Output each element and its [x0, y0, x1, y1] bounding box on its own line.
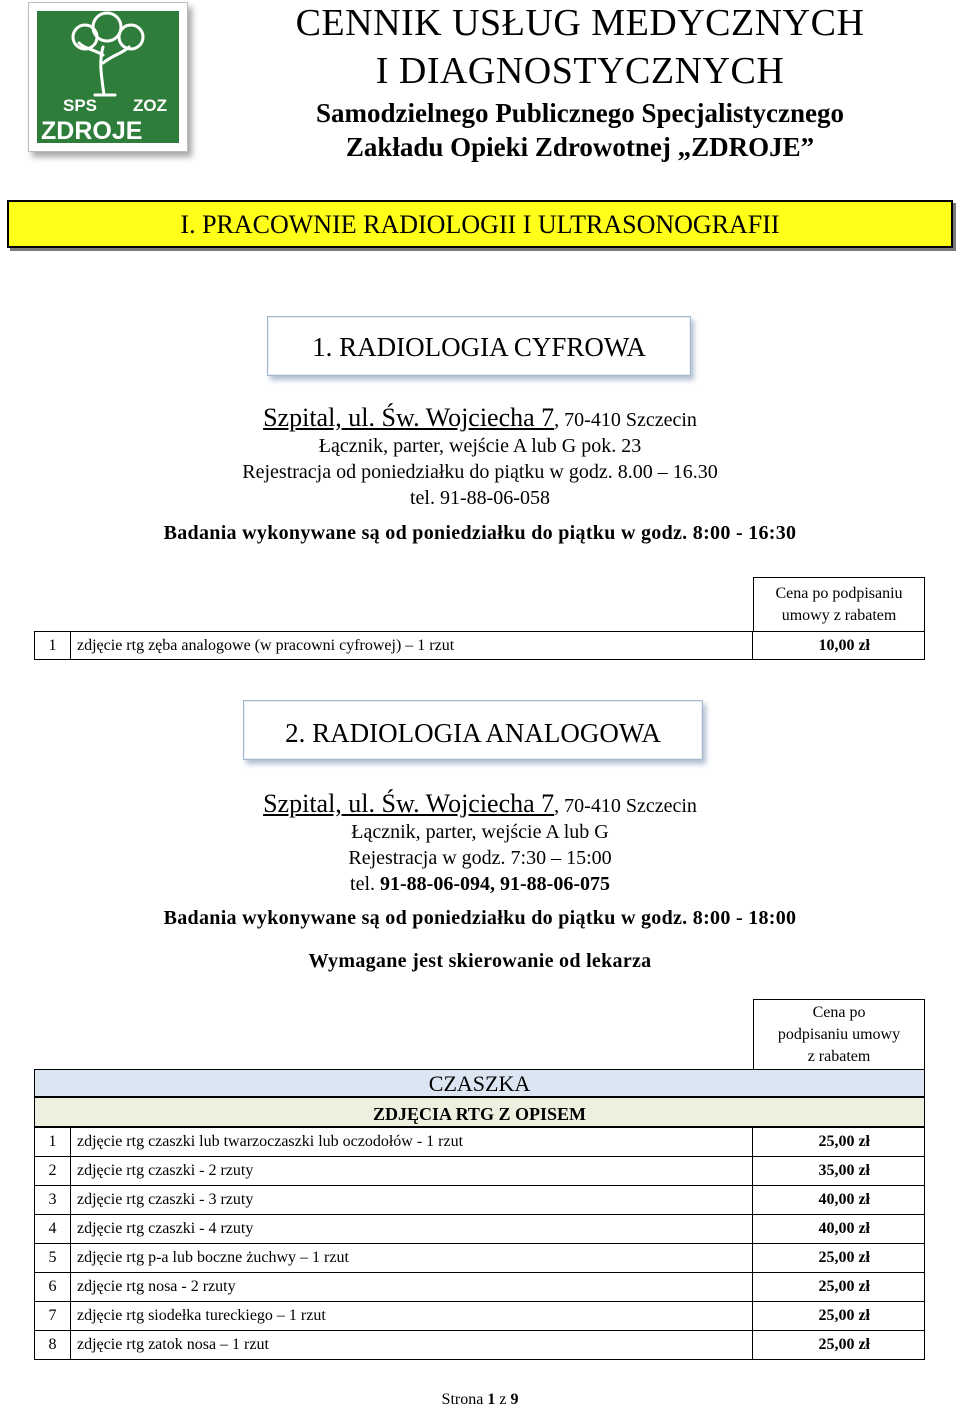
- table-row: [35, 1273, 925, 1302]
- row-price: 25,00 zł: [753, 1331, 925, 1360]
- section-banner: I. PRACOWNIE RADIOLOGII I ULTRASONOGRAFII: [7, 200, 953, 248]
- category-czaszka: CZASZKA: [34, 1069, 925, 1097]
- row-number: 4: [35, 1215, 71, 1244]
- section2-street: Szpital, ul. Św. Wojciecha 7: [263, 789, 555, 818]
- footer-prefix: Strona: [441, 1391, 488, 1408]
- section1-price-table: [34, 631, 925, 660]
- footer-total: 9: [510, 1391, 519, 1408]
- table-row: [35, 632, 925, 660]
- row-price: 40,00 zł: [753, 1186, 925, 1215]
- row-price: 25,00 zł: [753, 1273, 925, 1302]
- section2-title: 2. RADIOLOGIA ANALOGOWA: [243, 700, 703, 760]
- subtitle-line1: Samodzielnego Publicznego Specjalistycznego: [316, 98, 844, 128]
- row-number: 3: [35, 1186, 71, 1215]
- logo: [28, 2, 188, 152]
- row-price: 25,00 zł: [753, 1128, 925, 1157]
- page-title-line1: CENNIK USŁUG MEDYCZNYCH: [295, 2, 865, 44]
- price-header-line2: podpisaniu umowy: [777, 1026, 901, 1043]
- row-price: 35,00 zł: [753, 1157, 925, 1186]
- section2-price-table: [34, 1127, 925, 1360]
- table-row: [35, 1215, 925, 1244]
- row-description: zdjęcie rtg nosa - 2 rzuty: [71, 1273, 753, 1302]
- section1-address-line1: [0, 405, 960, 433]
- row-description: zdjęcie rtg czaszki lub twarzoczaszki lub oczodołów - 1 rzut: [71, 1128, 753, 1157]
- section2-address-line1: [0, 791, 960, 819]
- row-number: 5: [35, 1244, 71, 1273]
- section1-registration: Rejestracja od poniedziałku do piątku w godz. 8.00 – 16.30: [242, 461, 718, 483]
- row-price: 25,00 zł: [753, 1244, 925, 1273]
- logo-zdroje: ZDROJE: [41, 117, 143, 145]
- section2-address-line2: Łącznik, parter, wejście A lub G: [351, 821, 609, 843]
- table-row: [35, 1331, 925, 1360]
- section2-phone-prefix: tel.: [350, 873, 381, 895]
- row-description: zdjęcie rtg p-a lub boczne żuchwy – 1 rzut: [71, 1244, 753, 1273]
- row-description: zdjęcie rtg czaszki - 2 rzuty: [71, 1157, 753, 1186]
- row-number: 7: [35, 1302, 71, 1331]
- row-description: zdjęcie rtg czaszki - 3 rzuty: [71, 1186, 753, 1215]
- section2-phone-numbers: 91-88-06-094, 91-88-06-075: [380, 873, 610, 895]
- section1-title: 1. RADIOLOGIA CYFROWA: [267, 316, 691, 376]
- table-row: [35, 1186, 925, 1215]
- table-row: [35, 1244, 925, 1273]
- row-price: 25,00 zł: [753, 1302, 925, 1331]
- subtitle-line2: Zakładu Opieki Zdrowotnej „ZDROJE”: [345, 132, 815, 162]
- row-price: 40,00 zł: [753, 1215, 925, 1244]
- row-description: zdjęcie rtg zęba analogowe (w pracowni cyfrowej) – 1 rzut: [71, 632, 753, 660]
- section2-hours: Badania wykonywane są od poniedziałku do piątku w godz. 8:00 - 18:00: [163, 907, 797, 929]
- table-row: [35, 1157, 925, 1186]
- section2-city: , 70-410 Szczecin: [554, 795, 697, 817]
- logo-sps: SPS: [63, 96, 98, 115]
- row-description: zdjęcie rtg siodełka tureckiego – 1 rzut: [71, 1302, 753, 1331]
- row-number: 1: [35, 632, 71, 660]
- price-header-line1: Cena po: [812, 1004, 866, 1021]
- row-number: 6: [35, 1273, 71, 1302]
- row-number: 8: [35, 1331, 71, 1360]
- row-price: 10,00 zł: [753, 632, 925, 660]
- footer-page: 1: [487, 1391, 496, 1408]
- price-header-line3: z rabatem: [807, 1048, 871, 1065]
- section1-address-line2: Łącznik, parter, wejście A lub G pok. 23: [318, 435, 642, 457]
- row-description: zdjęcie rtg zatok nosa – 1 rzut: [71, 1331, 753, 1360]
- section1-city: , 70-410 Szczecin: [554, 409, 697, 431]
- row-description: zdjęcie rtg czaszki - 4 rzuty: [71, 1215, 753, 1244]
- section1-hours: Badania wykonywane są od poniedziałku do piątku w godz. 8:00 - 16:30: [163, 522, 797, 544]
- section2-registration: Rejestracja w godz. 7:30 – 15:00: [348, 847, 612, 869]
- row-number: 2: [35, 1157, 71, 1186]
- table-row: [35, 1302, 925, 1331]
- section1-price-header: Cena po podpisaniu umowy z rabatem: [753, 577, 925, 631]
- page-title-line2: I DIAGNOSTYCZNYCH: [375, 50, 785, 92]
- logo-zoz: ZOZ: [133, 96, 167, 115]
- row-number: 1: [35, 1128, 71, 1157]
- section1-phone: tel. 91-88-06-058: [410, 487, 550, 509]
- section2-phone: [0, 871, 960, 897]
- footer-mid: z: [495, 1391, 511, 1408]
- section2-price-header: [753, 999, 925, 1069]
- section1-street: Szpital, ul. Św. Wojciecha 7: [263, 403, 555, 432]
- page-footer: [0, 1391, 960, 1409]
- subcategory-rtg-z-opisem: ZDJĘCIA RTG Z OPISEM: [34, 1097, 925, 1127]
- table-row: [35, 1128, 925, 1157]
- section2-referral: Wymagane jest skierowanie od lekarza: [308, 950, 652, 972]
